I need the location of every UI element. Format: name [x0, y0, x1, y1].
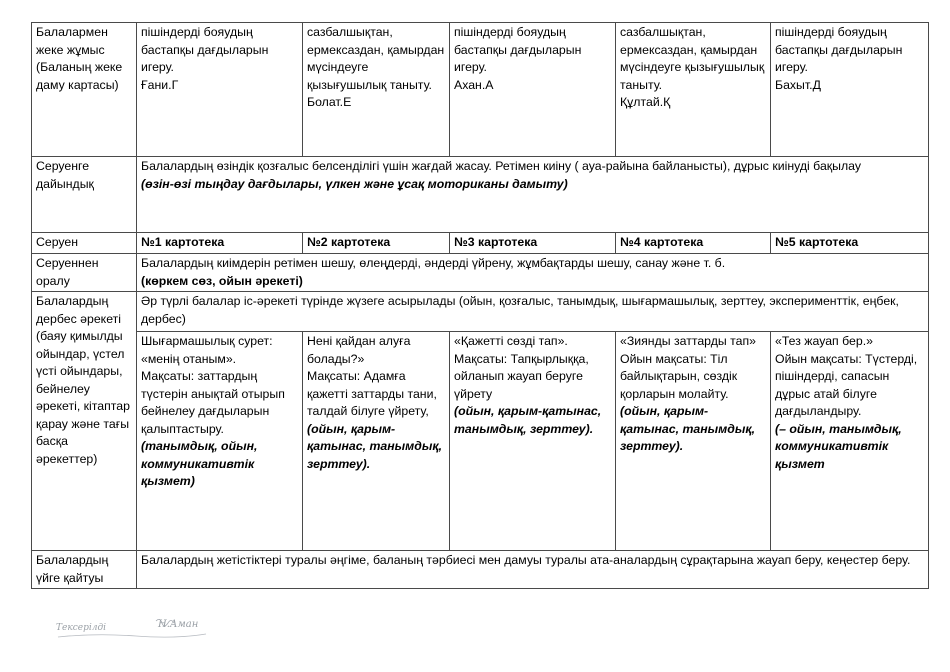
return-note: (көркем сөз, ойын әрекеті): [141, 273, 303, 288]
row-individual-work: [32, 23, 929, 157]
individual-cell-4: сазбалшықтан, ермексаздан, қамырдан мүсіндеуге қызығушылық таныту. Құлтай.Қ: [616, 23, 771, 157]
walk-card-1: №1 картотека: [137, 233, 303, 254]
activity-note: (ойын, қарым-қатынас, танымдық, зерттеу).: [454, 404, 602, 436]
child-name: Болат.Е: [307, 95, 352, 109]
row-label-independent: Балалардың дербес әрекеті (баяу қимылды ойындар, үстел үсті ойындары, бейнелеу әрекеті, кітаптар қарау және тағы басқа әрекеттер): [32, 292, 137, 551]
row-label-walk-prep: Серуенге дайындық: [32, 157, 137, 233]
walk-card-5: №5 картотека: [771, 233, 929, 254]
child-name: Ғани.Г: [141, 77, 179, 92]
row-label-walk: Серуен: [32, 233, 137, 254]
signature-text: Тексерілді: [56, 623, 107, 633]
activity-note: (ойын, қарым-қатынас, танымдық, зерттеу).: [620, 404, 755, 453]
activity-cell-1: Шығармашылық сурет: «менің отаным». Мақсаты: заттардың түстерін анықтай отырып бейнелеу дағдыларын қалыптастыру. (танымдық, ойын, коммуникативтік қызмет): [137, 332, 303, 551]
row-return: [32, 254, 929, 292]
individual-cell-2: сазбалшықтан, ермексаздан, қамырдан мүсіндеуге қызығушылық таныту. Болат.Е: [303, 23, 450, 157]
row-independent-intro: [32, 292, 929, 332]
activity-note: (ойын, қарым-қатынас, танымдық, зерттеу).: [307, 421, 442, 471]
row-walk-prep: [32, 157, 929, 233]
row-independent-activities: [32, 332, 929, 551]
activity-cell-5: «Тез жауап бер.» Ойын мақсаты: Түстерді, пішіндерді, сапасын дұрыс атай білуге дағдыландыру. (– ойын, танымдық, коммуникативтік қызмет: [771, 332, 929, 551]
row-home: [32, 551, 929, 589]
activity-cell-3: «Қажетті сөзді тап». Мақсаты: Тапқырлыққа, ойланып жауап беруге үйрету (ойын, қарым-қатынас, танымдық, зерттеу).: [450, 332, 616, 551]
signature-name: Н.Аман: [158, 619, 199, 630]
walk-card-4: №4 картотека: [616, 233, 771, 254]
row-label-home: Балалардың үйге қайтуы: [32, 551, 137, 589]
activity-title: «Зиянды заттарды тап»: [620, 334, 757, 348]
activity-note: (– ойын, танымдық, коммуникативтік қызмет: [775, 421, 902, 471]
activity-title: «Қажетті сөзді тап».: [454, 334, 568, 348]
activity-cell-4: «Зиянды заттарды тап» Ойын мақсаты: Тіл байлықтарын, сөздік қорларын молайту. (ойын, қарым-қатынас, танымдық, зерттеу).: [616, 332, 771, 551]
row-label-return: Серуеннен оралу: [32, 254, 137, 292]
activity-title: Нені қайдан алуға болады?»: [307, 334, 411, 366]
row-label-individual: Балалармен жеке жұмыс (Баланың жеке даму картасы): [32, 23, 137, 157]
activity-title: Шығармашылық сурет: «менің отаным».: [141, 334, 273, 366]
individual-cell-1: пішіндерді бояудың бастапқы дағдыларын игеру. Ғани.Г: [137, 23, 303, 157]
individual-cell-3: пішіндерді бояудың бастапқы дағдыларын игеру. Ахан.А: [450, 23, 616, 157]
walk-card-2: №2 картотека: [303, 233, 450, 254]
row-walk: [32, 233, 929, 254]
home-content: Балалардың жетістіктері туралы әңгіме, баланың тәрбиесі мен дамуы туралы ата-аналардың сұрақтарына жауап беру, кеңестер беру.: [137, 551, 929, 589]
child-name: Ахан.А: [454, 77, 494, 92]
activity-title: «Тез жауап бер.»: [775, 334, 873, 348]
individual-cell-5: пішіндерді бояудың бастапқы дағдыларын игеру. Бахыт.Д: [771, 23, 929, 157]
return-content: Балалардың киімдерін ретімен шешу, өлеңдерді, әндерді үйрену, жұмбақтарды шешу, санау және т. б. (көркем сөз, ойын әрекеті): [137, 254, 929, 292]
child-name: Бахыт.Д: [775, 77, 821, 92]
signature-stamp: [56, 615, 216, 641]
walk-prep-note: (өзін-өзі тыңдау дағдылары, үлкен және ұсақ моториканы дамыту): [141, 176, 568, 191]
walk-card-3: №3 картотека: [450, 233, 616, 254]
activity-cell-2: Нені қайдан алуға болады?» Мақсаты: Адамға қажетті заттарды тани, талдай білуге үйрету, (ойын, қарым-қатынас, танымдық, зерттеу).: [303, 332, 450, 551]
activity-note: (танымдық, ойын, коммуникативтік қызмет): [141, 439, 258, 488]
walk-prep-content: Балалардың өзіндік қозғалыс белсенділігі үшін жағдай жасау. Ретімен киіну ( ауа-райына байланысты), дұрыс киінуді бақылау (өзін-өзі тыңдау дағдылары, үлкен және ұсақ моториканы дамыту): [137, 157, 929, 233]
child-name: Құлтай.Қ: [620, 95, 671, 109]
daily-plan-table: [31, 22, 929, 589]
independent-intro: Әр түрлі балалар іс-әрекеті түрінде жүзеге асырылады (ойын, қозғалыс, танымдық, шығармашылық, зерттеу, эксперименттік, еңбек, дербес): [137, 292, 929, 332]
